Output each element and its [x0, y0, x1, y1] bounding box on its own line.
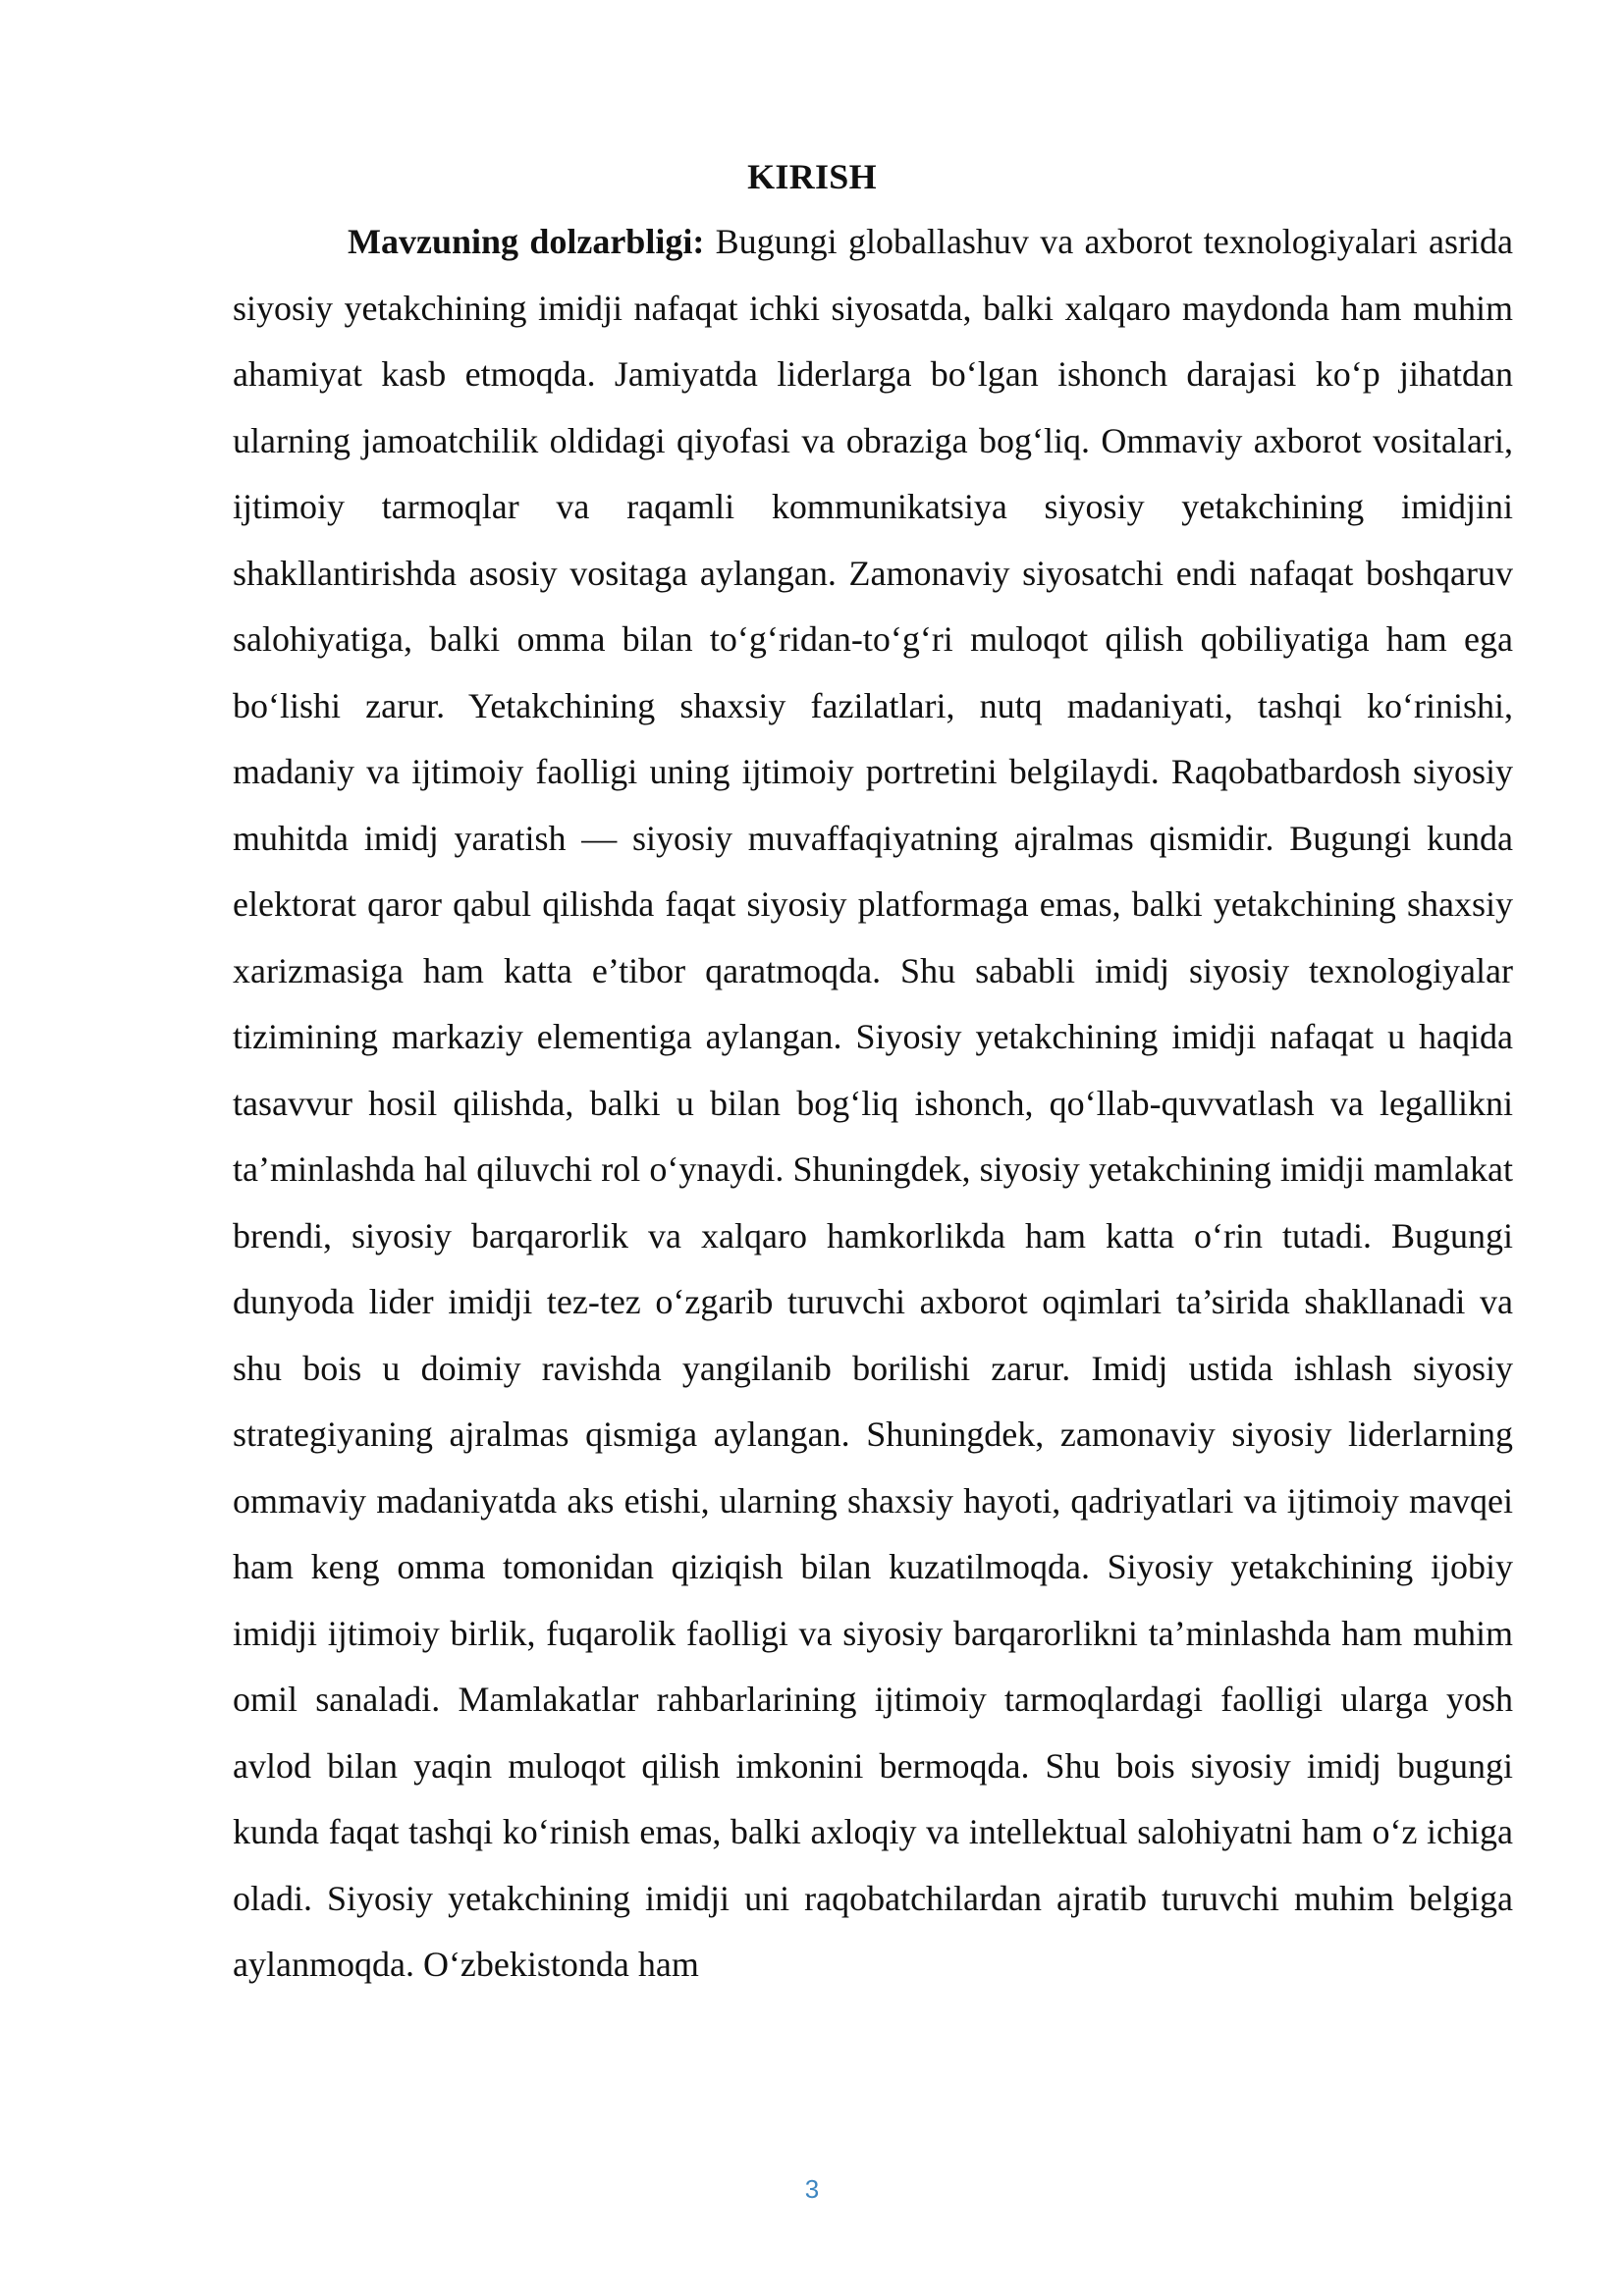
paragraph-text: Bugungi globallashuv va axborot texnologiyalari asrida siyosiy yetakchining imidji nafaqat ichki siyosatda, balki xalqaro maydonda ham muhim ahamiyat kasb etmoqda. Jamiyatda liderlarga bo‘lgan ishonch darajasi ko‘p jihatdan ularning jamoatchilik oldidagi qiyofasi va obraziga bog‘liq. Ommaviy axborot vositalari, ijtimoiy tarmoqlar va raqamli kommunikatsiya siyosiy yetakchining imidjini shakllantirishda asosiy vositaga aylangan. Zamonaviy siyosatchi endi nafaqat boshqaruv salohiyatiga, balki omma bilan to‘g‘ridan-to‘g‘ri muloqot qilish qobiliyatiga ham ega bo‘lishi zarur. Yetakchining shaxsiy fazilatlari, nutq madaniyati, tashqi ko‘rinishi, madaniy va ijtimoiy faolligi uning ijtimoiy portretini belgilaydi. Raqobatbardosh siyosiy muhitda imidj yaratish — siyosiy muvaffaqiyatning ajralmas qismidir. Bugungi kunda elektorat qaror qabul qilishda faqat siyosiy platformaga emas, balki yetakchining shaxsiy xarizmasiga ham katta e’tibor qaratmoqda. Shu sababli imidj siyosiy texnologiyalar tizimining markaziy elementiga aylangan. Siyosiy yetakchining imidji nafaqat u haqida tasavvur hosil qilishda, balki u bilan bog‘liq ishonch, qo‘llab-quvvatlash va legallikni ta’minlashda hal qiluvchi rol o‘ynaydi. Shuningdek, siyosiy yetakchining imidji mamlakat brendi, siyosiy barqarorlik va xalqaro hamkorlikda ham katta o‘rin tutadi. Bugungi dunyoda lider imidji tez-tez o‘zgarib turuvchi axborot oqimlari ta’sirida shakllanadi va shu bois u doimiy ravishda yangilanib borilishi zarur. Imidj ustida ishlash siyosiy strategiyaning ajralmas qismiga aylangan. Shuningdek, zamonaviy siyosiy liderlarning ommaviy madaniyatda aks etishi, ularning shaxsiy hayoti, qadriyatlari va ijtimoiy mavqei ham keng omma tomonidan qiziqish bilan kuzatilmoqda. Siyosiy yetakchining ijobiy imidji ijtimoiy birlik, fuqarolik faolligi va siyosiy barqarorlikni ta’minlashda ham muhim omil sanaladi. Mamlakatlar rahbarlarining ijtimoiy tarmoqlardagi faolligi ularga yosh avlod bilan yaqin muloqot qilish imkonini bermoqda. Shu bois siyosiy imidj bugungi kunda faqat tashqi ko‘rinish emas, balki axloqiy va intellektual salohiyatni ham o‘z ichiga oladi. Siyosiy yetakchining imidji uni raqobatchilardan ajratib turuvchi muhim belgiga aylanmoqda. O‘zbekistonda ham [233, 222, 1513, 1984]
paragraph-lead: Mavzuning dolzarbligi: [348, 222, 705, 261]
section-heading: KIRISH [747, 157, 877, 196]
page-number: 3 [804, 2174, 820, 2204]
body-paragraph [233, 209, 1513, 1999]
